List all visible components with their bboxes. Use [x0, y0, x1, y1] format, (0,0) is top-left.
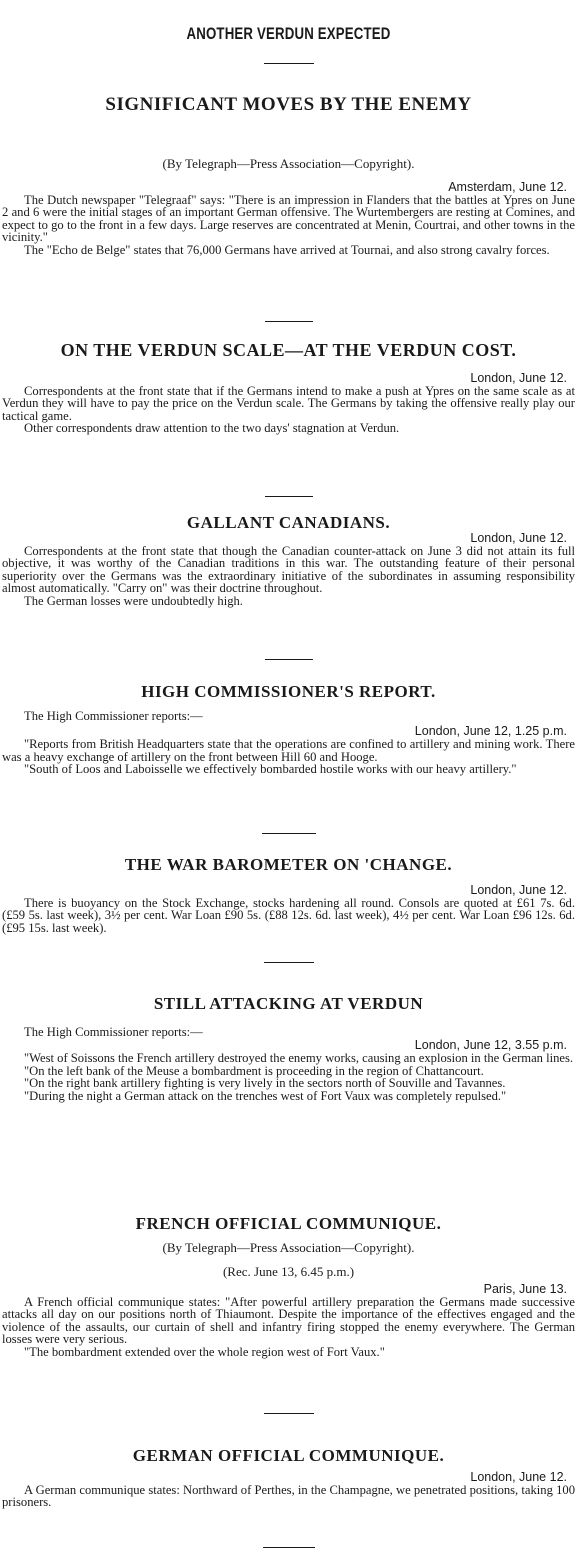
byline: (By Telegraph—Press Association—Copyright). [162, 156, 415, 171]
article-high-commissioner [2, 682, 575, 776]
dateline: London, June 12, 1.25 p.m. [414, 724, 567, 739]
article-war-barometer [2, 855, 575, 934]
paragraph: The German losses were undoubtedly high. [24, 593, 243, 608]
article-gallant-canadians [2, 513, 575, 607]
paragraph: "West of Soissons the French artillery destroyed the enemy works, causing an explosion in the German lines. [24, 1051, 574, 1066]
divider [264, 1413, 314, 1414]
dateline: London, June 12. [470, 371, 567, 385]
divider [265, 659, 313, 660]
article-another-verdun [2, 24, 575, 44]
dateline: London, June 12. [470, 883, 567, 897]
divider [265, 496, 313, 497]
paragraph: The "Echo de Belge" states that 76,000 Germans have arrived at Tournai, and also strong cavalry forces. [24, 242, 550, 257]
headline: ANOTHER VERDUN EXPECTED [186, 24, 391, 43]
paragraph: "On the right bank artillery fighting is very lively in the sectors north of Souville and Tavannes. [24, 1076, 506, 1091]
byline: (By Telegraph—Press Association—Copyright). [162, 1240, 415, 1255]
divider [264, 63, 314, 64]
paragraph: Other correspondents draw attention to the two days' stagnation at Verdun. [24, 421, 400, 436]
paragraph: A German communique states: Northward of Perthes, in the Champagne, we penetrated positions, taking 100 prisoners. [2, 1483, 575, 1510]
received-time: (Rec. June 13, 6.45 p.m.) [222, 1264, 355, 1279]
subheadline: SIGNIFICANT MOVES BY THE ENEMY [105, 94, 472, 115]
article-another-verdun-body [2, 94, 575, 256]
intro: The High Commissioner reports:— [24, 1025, 203, 1039]
paragraph: "On the left bank of the Meuse a bombardment is proceeding in the region of Chattancourt. [24, 1063, 484, 1078]
paragraph: "The bombardment extended over the whole region west of Fort Vaux." [24, 1344, 385, 1359]
headline: GERMAN OFFICIAL COMMUNIQUE. [132, 1446, 445, 1465]
headline: HIGH COMMISSIONER'S REPORT. [141, 682, 436, 701]
divider [262, 833, 316, 834]
divider [265, 321, 313, 322]
intro: The High Commissioner reports:— [24, 709, 203, 723]
headline: STILL ATTACKING AT VERDUN [153, 994, 424, 1013]
paragraph: The Dutch newspaper "Telegraaf" says: "There is an impression in Flanders that the battles at Ypres on June 2 and 6 were the initial stages of an important German offensive. The Wurtembergers are resting at Comines, and expect to go to the front in a few days. Large reserves are concentrated at Menin, Courtrai, and other towns in the vicinity." [2, 193, 575, 245]
article-still-attacking [2, 994, 575, 1102]
paragraph: Correspondents at the front state that if the Germans intend to make a push at Ypres on the same scale as at Verdun they will have to pay the price on the Verdun scale. The Germans by taking the offensive really play our tactical game. [2, 384, 575, 423]
dateline: London, June 12. [470, 531, 567, 545]
paragraph: There is buoyancy on the Stock Exchange, stocks hardening all round. Consols are quoted at £61 7s. 6d. (£59 5s. last week), 3½ per cent. War Loan £90 5s. (£88 12s. 6d. last week), 4½ per cent. War Loan £96 12s. 6d. (£95 15s. last week). [2, 896, 575, 935]
dateline: Amsterdam, June 12. [448, 180, 567, 194]
article-french-communique [2, 1214, 575, 1358]
divider [264, 962, 314, 963]
dateline: London, June 12, 3.55 p.m. [414, 1038, 567, 1053]
paragraph: A French official communique states: "After powerful artillery preparation the Germans made successive attacks all day on our positions north of Thiaumont. Despite the importance of the effectives engaged and the violence of the assaults, our curtain of shell and infantry firing stopped the enemy everywhere. The German losses were very serious. [2, 1295, 575, 1347]
headline: FRENCH OFFICIAL COMMUNIQUE. [135, 1214, 442, 1233]
article-german-communique [2, 1446, 575, 1509]
paragraph: "During the night a German attack on the trenches west of Fort Vaux was completely repulsed." [24, 1088, 507, 1103]
paragraph: "Reports from British Headquarters state that the operations are confined to artillery and mining work. There was a heavy exchange of artillery on the front between Hill 60 and Hooge. [2, 737, 575, 764]
dateline: London, June 12. [470, 1470, 567, 1484]
article-verdun-scale [2, 340, 575, 435]
divider [263, 1547, 315, 1548]
headline: ON THE VERDUN SCALE—AT THE VERDUN COST. [60, 340, 517, 360]
headline: GALLANT CANADIANS. [186, 513, 391, 532]
dateline: Paris, June 13. [483, 1282, 567, 1296]
paragraph: "South of Loos and Laboisselle we effectively bombarded hostile works with our heavy artillery." [24, 762, 517, 777]
headline: THE WAR BAROMETER ON 'CHANGE. [124, 855, 453, 874]
paragraph: Correspondents at the front state that though the Canadian counter-attack on June 3 did not attain its full objective, it was worthy of the Canadian traditions in this war. The outstanding feature of their personal superiority over the Germans was the extraordinary initiative of the subordinates in assuming responsibility almost automatically. "Carry on" was their doctrine throughout. [2, 544, 575, 596]
